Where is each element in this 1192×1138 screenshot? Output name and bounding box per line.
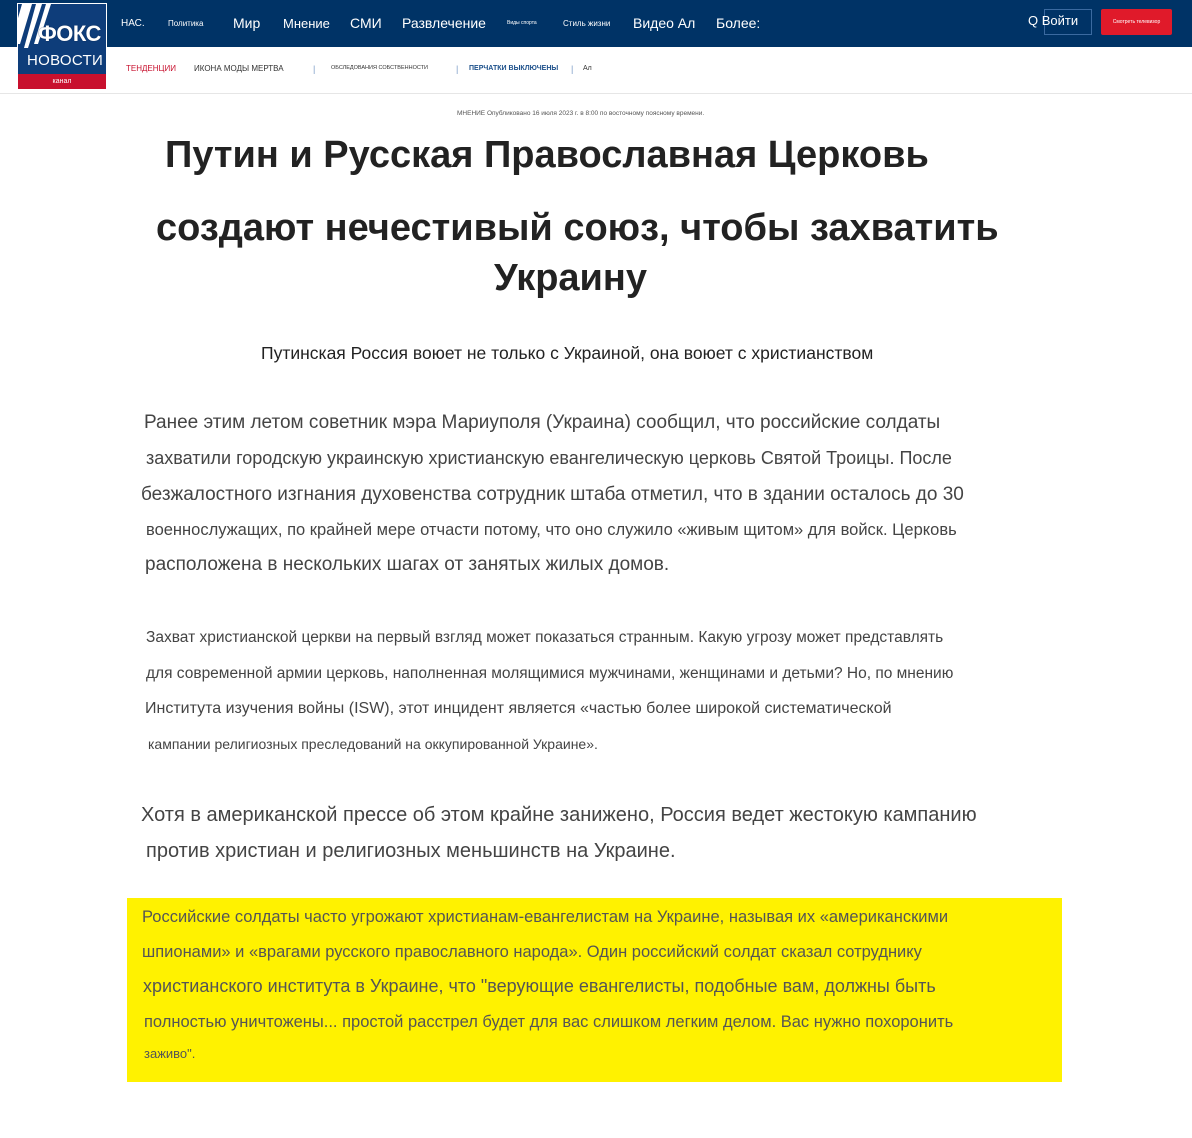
paragraph-line: кампании религиозных преследований на оккупированной Украине».: [148, 736, 598, 752]
trending-item-al[interactable]: Ал: [583, 65, 592, 72]
logo-text-top: ФОКС: [38, 21, 101, 46]
fox-news-logo[interactable]: [17, 3, 107, 90]
nav-item-opinion[interactable]: Мнение: [283, 16, 330, 31]
trending-item-fashion-icon[interactable]: ИКОНА МОДЫ МЕРТВА: [194, 64, 284, 73]
logo-text-bottom: НОВОСТИ: [27, 52, 104, 69]
trending-label: ТЕНДЕНЦИИ: [126, 64, 176, 73]
paragraph-line: захватили городскую украинскую христианскую евангелическую церковь Святой Троицы. После: [146, 448, 952, 468]
nav-item-video[interactable]: Видео Ал: [633, 15, 696, 31]
trending-item-property-inspections[interactable]: ОБСЛЕДОВАНИЯ СОБСТВЕННОСТИ: [331, 65, 428, 71]
paragraph-line: шпионами» и «врагами русского православного народа». Один российский солдат сказал сотруднику: [142, 943, 922, 961]
paragraph-line: Института изучения войны (ISW), этот инцидент является «частью более широкой систематической: [145, 700, 892, 717]
login-button[interactable]: [1028, 9, 1092, 35]
headline-line-3: Украину: [494, 257, 648, 299]
paragraph-line: безжалостного изгнания духовенства сотрудник штаба отметил, что в здании осталось до 30: [141, 484, 964, 505]
logo-channel-label: канал: [18, 74, 106, 89]
paragraph-line: христианского института в Украине, что "верующие евангелисты, подобные вам, должны быть: [143, 976, 936, 996]
article-subheadline: Путинская Россия воюет не только с Украиной, она воюет с христианством: [261, 343, 874, 363]
nav-item-us[interactable]: НАС.: [121, 18, 145, 29]
paragraph-line: Хотя в американской прессе об этом крайне занижено, Россия ведет жестокую кампанию: [141, 804, 977, 826]
paragraph-line: военнослужащих, по крайней мере отчасти потому, что оно служило «живым щитом» для войск. Церковь: [146, 521, 957, 539]
trending-bar: [0, 47, 1192, 94]
paragraph-line: полностью уничтожены... простой расстрел будет для вас слишком легким делом. Вас нужно похоронить: [144, 1013, 954, 1031]
trending-separator: |: [456, 64, 459, 74]
paragraph-line: Захват христианской церкви на первый взгляд может показаться странным. Какую угрозу может представлять: [146, 629, 944, 646]
paragraph-line: для современной армии церковь, наполненная молящимися мужчинами, женщинами и детьми? Но, по мнению: [146, 665, 954, 682]
paragraph-line: Российские солдаты часто угрожают христианам-евангелистам на Украине, называя их «американскими: [142, 908, 949, 926]
paragraph-line: заживо".: [144, 1046, 196, 1061]
headline-line-1: Путин и Русская Православная Церковь: [165, 134, 929, 176]
login-label: Q Войти: [1028, 13, 1079, 28]
nav-item-lifestyle[interactable]: Стиль жизни: [563, 19, 611, 28]
headline-line-2: создают нечестивый союз, чтобы захватить: [156, 207, 999, 249]
nav-item-entertainment[interactable]: Развлечение: [402, 15, 486, 31]
nav-item-media[interactable]: СМИ: [350, 15, 382, 31]
paragraph-line: расположена в нескольких шагах от занятых жилых домов.: [145, 554, 670, 575]
top-navigation-bar: [0, 0, 1192, 47]
trending-separator: |: [313, 64, 316, 74]
trending-separator: |: [571, 64, 574, 74]
nav-item-politics[interactable]: Политика: [168, 19, 204, 28]
nav-item-world[interactable]: Мир: [233, 15, 261, 31]
paragraph-line: Ранее этим летом советник мэра Мариуполя (Украина) сообщил, что российские солдаты: [144, 412, 941, 433]
nav-item-sports[interactable]: Виды спорта: [507, 20, 537, 26]
article-meta: МНЕНИЕ Опубликовано 16 июля 2023 г. в 8:00 по восточному поясному времени.: [457, 110, 705, 117]
trending-item-gloves-off[interactable]: ПЕРЧАТКИ ВЫКЛЮЧЕНЫ: [469, 65, 559, 72]
paragraph-line: против христиан и религиозных меньшинств на Украине.: [146, 840, 676, 862]
watch-tv-button[interactable]: Смотреть телевизор: [1101, 9, 1172, 35]
nav-item-more[interactable]: Более:: [716, 15, 761, 31]
